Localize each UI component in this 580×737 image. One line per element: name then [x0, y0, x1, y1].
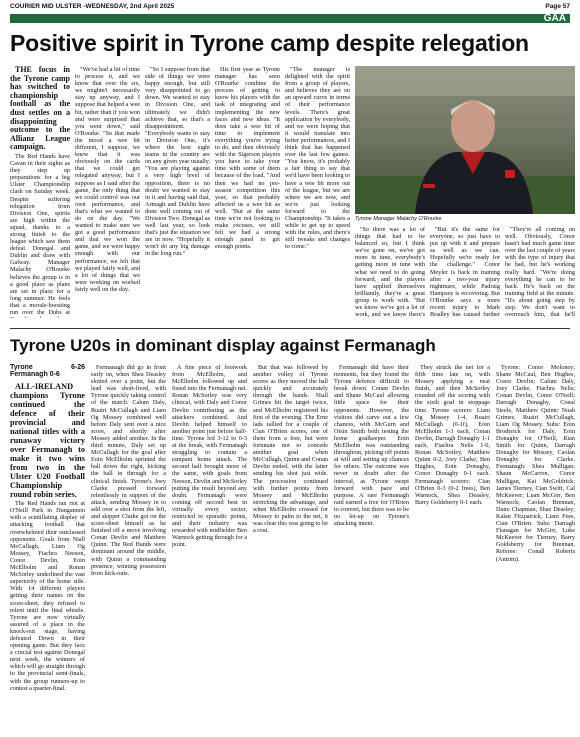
article1-column-4 — [215, 66, 280, 318]
article2-col2-text: Fermanagh did go in front early on, when Shea Deasley slotted over a point, but the lead was short-lived, with Tyrone quickly taking control of the match. Calum Daly, Ruairi McCullagh and Liam Og Mossey combined well before Daly sent over a nice score, and shortly after Mossey added another. In the third minute, Daly set up McCullagh for the goal after Eoin McElholm sprinted the ball down the right, kicking the ball in through for a clinical finish. Tyrone's Joey Clarke pressed forward relentlessly in support of the attack, sending Mossey in to add over a shot from the left, and skipper Clarke got on the score-sheet himself as he finished off a move involving Conan Devlin and Matthew Quinn. The Red Hands were dominant around the middle, with Quinn a commanding presence, winning possession from kick-outs. — [91, 364, 166, 577]
article2-col7-text: Tyrone: Conor Moloney; Shane McCaul, Ben Hughes, Conor Devlin; Calum Daly, Joey Clarke, Fiachra Nelis; Conan Devlin, Conor O'Neill; Darragh Donaghy, Conal Steele, Matthew Quinn; Noah Grimes, Ruairi McCullagh, Liam Og Mossey. Subs: Eoin Broderick for Daly, Eoin Donaghy for O'Neill, Rian Smith for Quinn, Darragh Donaghy for Mossey, Caolan Donaghy for Clarke. Fermanagh: Shea Mulligan; Shaun McCarron, Conor Mulligan, Kai McGoldrick; James Tierney, Cian Swift, Cal McKeever; Liam McGirr, Ben Warnock; Caolan Brennan, Daire Chapman, Shae Deasley; Kalan Fitzpatrick, Liam Fees, Cian O'Brien. Subs: Darragh Flanagan for McGirr, Luke McKeever for Tierney, Barry Goldsberry for Brennan. Referee: Conall Roberts (Antrim). — [496, 364, 575, 563]
article-tyrone-u20 — [10, 364, 575, 734]
article2-column-3 — [172, 364, 247, 734]
article2-col6-text: They struck the net for a fifth time late on, with Mossey applying a neat finish, and then McSorley rounded off the scoring with the sixth goal in stoppage time. Tyrone scorers: Liam Og Mossey 1-4, Ruairi McCullagh (0-1f), Eoin McElholm 1-3 each, Conan Devlin, Darragh Donaghy 1-1 each, Fiachra Nelis 1-0, Ronan McSorley, Matthew Quinn 0-2, Joey Clarke, Ben Hughes, Eoin Donaghy, Conor Donaghy 0-1 each. Fermanagh scorers: Cian O'Brien 0-3 (0-2 frees), Ben Warnock, Shea Deasley, Barry Goldsberry 0-1 each. — [415, 364, 490, 506]
article2-column-6 — [415, 364, 490, 734]
article1-column-6 — [355, 226, 425, 318]
article1-column-8 — [505, 226, 575, 318]
article-divider — [10, 328, 570, 329]
article1-col7-text: "But it's the same for everyone, so just have to put up with it and prepare as well as we can. Hopefully we're ready for the challenge." Conor Meyler is back in training after a two-year injury nightmare, while Padraig Hampsey is recovering. But O'Rourke says a more recent injury to Mark Bradley has caused further — [430, 226, 500, 318]
article2-col3-text: A fine piece of footwork from McElholm, and McElholm followed up and fisted into the Fermanagh net. Ronan McSorley was very clinical, with Daly and Conor Devlin contributing as the attackers combined. And Devlin helped himself to another point just before half-time. Tyrone led 3-12 to 0-3 at the break, with Fermanagh struggling to contain a rampant home attack. The second half brought more of the same, with goals from Neeson, Devlin and McSorley putting the result beyond any doubt. Fermanagh were coming off second best in virtually every sector, restricted to sporadic points, and their industry was rewarded with midfielder Ben Warnock getting through for a point. — [172, 364, 247, 549]
article1-col8-text: "They're all coming on well. Obviously, Conor hasn't had much game time over the last couple of years with the type of injury that he had, but he's working really hard. "We're doing everything he can to be back. He's back on the training field at the minute. "It's about going step by step. We don't want to overreach him, that he'll — [505, 226, 575, 318]
article1-column-1 — [10, 66, 70, 318]
article1-col4-text: His first year as Tyrone manager has seen O'Rourke combine the process of getting to know his players with the task of integrating and implementing the new faces and new ideas. "It does take a wee bit of time to implement everything you're trying to do, and then obviously with the Sigerson players you have to take your time with some of them because of the load. "And then we had no pre-season competition this year, so that probably affected us a wee bit as well. "But at the same time we're not looking to make excuses, we still felt we had a strong enough panel to get enough points. — [215, 66, 280, 251]
article1-lead: THE focus in the Tyrone camp has switched to championship football as the dust settles on a disappointing outcome to the Allianz League campaign. — [10, 66, 70, 152]
article2-col1-text: The Red Hands ran riot at O'Neill Park in Dungannon with a scintillating display of attacking football that overwhelmed their outclassed opponents. Goals from Niall McCullagh, Liam Og Mossey, Fiachra Neeson, Conor Devlin, Eoin McElholm and Ronan McSorley underlined the vast superiority of the home side. With 14 different players getting their names on the score-sheet, they refused to relent until the final whistle. Tyrone are now virtually assured of a place in the knock-out stage, having defeated Down in their opening game. But they face a crucial test against Donegal next week, the winners of which will go straight through to the provincial semi-finals, with the group runners-up to contest a quarter-final. — [10, 500, 85, 692]
photo-caption: Tyrone Manager Malachy O'Rourke — [355, 216, 442, 222]
manager-photo — [355, 66, 575, 214]
article1-column-3 — [145, 66, 210, 318]
article2-column-2 — [91, 364, 166, 734]
article-tyrone-relegation — [10, 66, 575, 318]
article2-col4-text: But that was followed by another volley of Tyrone scores as they moved the ball quickly and accurately through the hands. Niall Grimes hit the target twice, and McElholm registered his first of the evening. The Erne lads rallied for a couple of Cian O'Brien scores, one of them from a free, but were fortunate not to concede another goal when McCullagh, Quinn and Conan Devlin ended, with the latter sending his shot just wide. The procession continued with further points from Mossey and McElholm stretching the advantage, and when McElholm crossed for Mossey to palm to the net, it was clear this was going to be a rout. — [253, 364, 328, 535]
article2-col5-text: Fermanagh did have their moments, but they found the Tyrone defence difficult to break down. Conan Devlin and Shane McCaul allowing little space for their opponents. However, the visitors did carve out a few chances, with McGurn and Oisin Smith both testing the home goalkeeper. Eoin McElholm was outstanding throughout, picking off points at will and setting up chances for others. The outcome was never in doubt after the interval, as Tyrone swept forward with pace and purpose. A rare Fermanagh raid earned a free for O'Brien to convert, but there was to be no let-up on Tyrone's attacking intent. — [334, 364, 409, 528]
article1-col6-text: "So there was a lot of things that had to be balanced so, but I think we've gone on, we've got more in tune, everybody's getting more in tune with what we need to do going forward, and the players have applied themselves brilliantly, they're a great group to work with. "But we know we've got a lot of work, and we know there's — [355, 226, 425, 318]
manager-photo-image — [355, 66, 575, 214]
article1-column-2 — [75, 66, 140, 318]
article1-col1-text: The Red Hands have Cavan in their sights as they step up preparations for a big Ulster Championship clash on Sunday week. Despite suffering relegation from Division One, spirits are high within the squad, thanks to a strong finish to the league which saw them defeat Donegal and Dublin and draw with Galway. Manager Malachy O'Rourke believes the group is in a good place as plans are set in place for a long summer. He feels that a morale-boosting run over the Dubs at — [10, 152, 70, 316]
headline-u20: Tyrone U20s in dominant display against Fermanagh — [10, 336, 436, 355]
article1-col3-text: "So I suppose from that side of things we were happy enough, but still very disappointed to go down. We wanted to stay in Division One, and ultimately we didn't achieve that, so that's a disappointment. "Everybody wants to stay in Division One, it's where the best eight teams in the country are on any given year usually. "You are playing against a very high level of opposition, there is no doubt we wanted to stay in it and having said that, Armagh and Dublin have done well coming out of Division Two. Donegal as well last year, so look that's just the situation we are in now. "Hopefully it won't do any big damage in the long run." — [145, 66, 210, 258]
article2-column-7 — [496, 364, 575, 734]
score-line: Tyrone 6-26 Fermanagh 0-6 — [10, 364, 85, 379]
article1-col5-text: "The manager is delighted with the spirit from a group of players, and believes they are on an upward curve in terms of their performance levels. There's great application by everybody, and we were hoping that it would translate into better performances, and I think that has happened over the last few games. "You know, it's probably a fair thing to say that we'd have been looking to have a wee bit more out of the league, but we are where we are now, and we're just looking forward to the Championship. "It takes a while to get up to speed with the rules, and there's still tweaks and changes to come." — [285, 66, 350, 251]
article2-column-4 — [253, 364, 328, 734]
article1-column-5 — [285, 66, 350, 318]
section-label: GAA — [543, 13, 566, 24]
article1-col2-text: "We've had a bit of time to process it, and we know that over the six, we mightn't necessarily stay up anyway, and I suppose that helped a wee bit, rather than if you won and were surprised that you went down," said O'Rourke. "So that made the mood a wee bit different, I suppose, we knew that it was obviously on the cards that we could get relegated anyway, but I suppose as I said after the game, the only thing that we could control was our own performance, and that's what we wanted to do on the day. "We wanted to make sure we got a good performance and that we won the game, and we were happy enough with our performance, we felt that we played fairly well, and a lot of things that we were working on worked fairly well on the day. — [75, 66, 140, 293]
article2-lead: ALL-IRELAND champions Tyrone continued the defence of their provincial and national titles with a runaway victory over Fermanagh to make it two wins from two in the Ulster U20 Football Championship round robin series. — [10, 382, 85, 500]
headline-main: Positive spirit in Tyrone camp despite relegation — [10, 30, 529, 56]
article1-column-7 — [430, 226, 500, 318]
page-number: Page 57 — [545, 3, 570, 10]
masthead-publication: COURIER MID ULSTER -WEDNESDAY, 2nd April 2025 — [10, 3, 175, 10]
section-bar — [10, 14, 570, 23]
article2-column-1 — [10, 364, 85, 734]
article2-column-5 — [334, 364, 409, 734]
